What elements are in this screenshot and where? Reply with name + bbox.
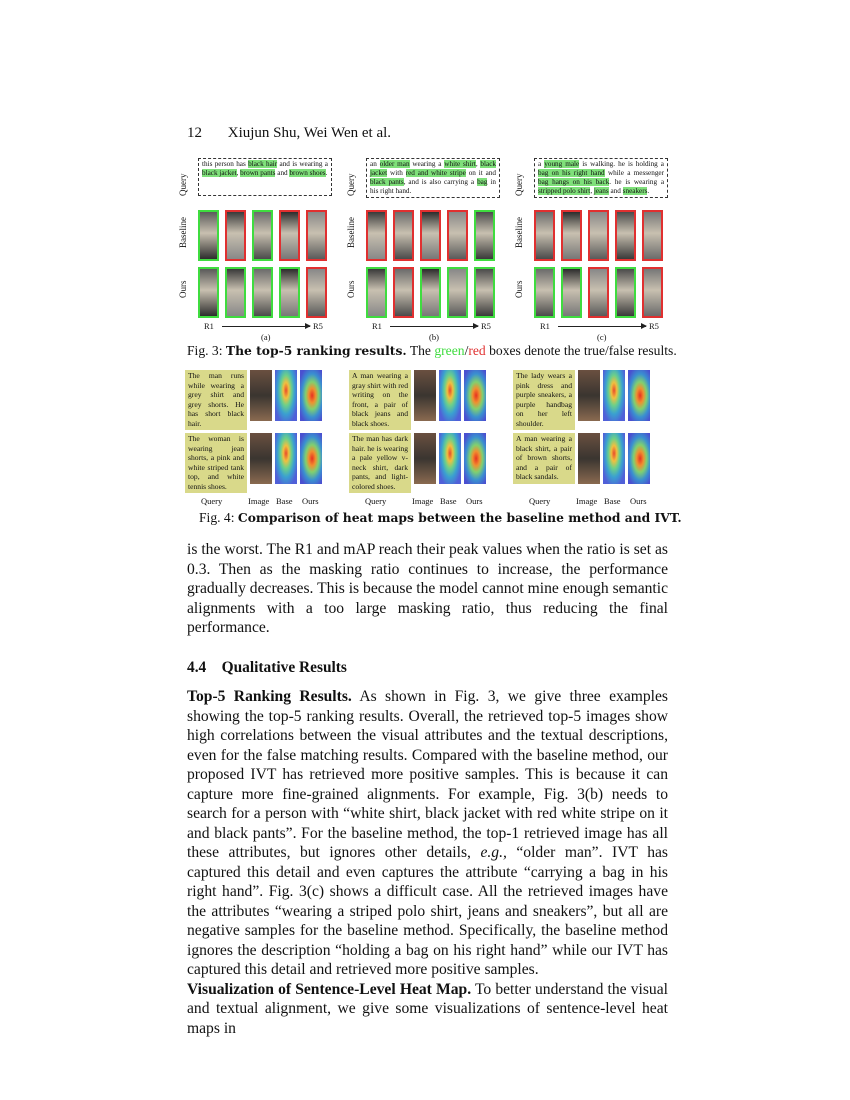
running-header — [187, 125, 391, 142]
baseline-result-image — [447, 210, 468, 261]
column-label-image: Image — [576, 496, 598, 506]
column-label-query: Query — [529, 496, 551, 506]
query-text-box — [198, 158, 332, 196]
rank-start-label: R1 — [372, 321, 382, 331]
ours-result-image — [615, 267, 636, 318]
column-label-image: Image — [412, 496, 434, 506]
page-number: 12 — [187, 125, 202, 141]
row-label-ours: Ours — [514, 280, 524, 298]
query-text: while a messenger — [604, 169, 665, 177]
rank-arrow-icon — [222, 326, 310, 327]
body-text — [187, 540, 668, 1038]
caption-text: The — [406, 343, 435, 358]
query-text: and is wearing a — [277, 160, 328, 168]
row-label-query: Query — [178, 173, 188, 196]
query-text-box: A man wearing a gray shirt with red writing on the front, a pair of black jeans and black shoes. — [349, 370, 411, 430]
query-text: with — [387, 169, 406, 177]
query-text-box — [366, 158, 500, 198]
ours-result-image — [393, 267, 414, 318]
ours-heatmap — [628, 370, 650, 421]
ours-result-image — [447, 267, 468, 318]
person-image — [250, 433, 272, 484]
query-highlight: black jacket — [202, 169, 237, 177]
baseline-result-image — [615, 210, 636, 261]
ours-heatmap — [464, 433, 486, 484]
rank-end-label: R5 — [313, 321, 323, 331]
base-heatmap — [439, 433, 461, 484]
column-label-base: Base — [276, 496, 293, 506]
ours-result-image — [561, 267, 582, 318]
rank-arrow-icon — [558, 326, 646, 327]
caption-prefix: Fig. 4: — [199, 510, 235, 525]
row-label-baseline: Baseline — [178, 217, 188, 248]
query-text: . — [647, 187, 650, 195]
baseline-result-image — [474, 210, 495, 261]
baseline-result-image — [642, 210, 663, 261]
query-text-box: The woman is wearing jean shorts, a pink and white striped tank top, and white tennis shoes. — [185, 433, 247, 493]
query-text: , — [590, 187, 594, 195]
column-label-base: Base — [440, 496, 457, 506]
query-highlight: jeans — [593, 187, 609, 195]
section-title: Qualitative Results — [221, 658, 347, 676]
baseline-result-image — [393, 210, 414, 261]
caption-text-end: boxes denote the true/false results. — [485, 343, 677, 358]
query-text: . he is wearing a — [609, 178, 665, 186]
ours-result-image — [225, 267, 246, 318]
figure-4-caption — [199, 510, 682, 526]
query-text: wearing a — [409, 160, 445, 168]
query-text: this person has — [202, 160, 249, 168]
ours-result-image — [252, 267, 273, 318]
query-highlight: young male — [544, 160, 580, 168]
column-label-ours: Ours — [466, 496, 483, 506]
query-highlight: bag — [477, 178, 488, 186]
query-text: and — [275, 169, 290, 177]
ours-heatmap — [628, 433, 650, 484]
query-highlight: black pants — [370, 178, 404, 186]
ranking-panel — [514, 158, 682, 348]
base-heatmap — [275, 433, 297, 484]
text: “older man”. IVT has captured this detail and even captures the attribute “carrying a bag in his right hand”. Fig. 3(c) shows a difficult case. All the retrieved images have the attributes “wearing a striped polo shirt, jeans and sneakers”, but all are negative samples for the baseline method. Specifically, the baseline method ignores the description “holding a bag on his right hand” while our IVT has captured this detail and retrieved more positive samples. — [187, 844, 668, 978]
rank-start-label: R1 — [540, 321, 550, 331]
query-text: is walking. he is holding a — [579, 160, 664, 168]
query-highlight: black hair — [248, 160, 278, 168]
query-text: on it and — [465, 169, 497, 177]
query-text: a — [538, 160, 545, 168]
panel-label: (b) — [429, 332, 439, 342]
panel-label: (a) — [261, 332, 271, 342]
baseline-result-image — [588, 210, 609, 261]
ours-result-image — [588, 267, 609, 318]
query-text: , — [475, 160, 481, 168]
paragraph: is the worst. The R1 and mAP reach their peak values when the ratio is set as 0.3. Then as the masking ratio continues to increase, the performance gradually decreases. This is because the model cannot mine enough semantic alignments with a too large masking ratio, thus reducing the final performance. — [187, 541, 668, 636]
base-heatmap — [439, 370, 461, 421]
ours-result-image — [306, 267, 327, 318]
row-label-ours: Ours — [178, 280, 188, 298]
query-highlight: stripped polo shirt — [538, 187, 591, 195]
caption-green: green — [434, 343, 465, 358]
query-highlight: bag on his right hand — [538, 169, 605, 177]
text-italic: e.g., — [480, 844, 507, 861]
column-label-query: Query — [365, 496, 387, 506]
ours-result-image — [642, 267, 663, 318]
panel-label: (c) — [597, 332, 607, 342]
query-text: , — [236, 169, 241, 177]
ranking-panel — [178, 158, 346, 348]
query-highlight: brown pants — [240, 169, 276, 177]
row-label-baseline: Baseline — [346, 217, 356, 248]
rank-end-label: R5 — [649, 321, 659, 331]
ours-heatmap — [300, 433, 322, 484]
caption-red: red — [468, 343, 486, 358]
row-label-ours: Ours — [346, 280, 356, 298]
ours-heatmap — [464, 370, 486, 421]
query-highlight: white shirt — [444, 160, 476, 168]
section-heading — [187, 658, 668, 678]
query-highlight: sneakers — [622, 187, 648, 195]
authors: Xiujun Shu, Wei Wen et al. — [227, 125, 392, 141]
query-highlight: bag hangs on his back — [538, 178, 610, 186]
base-heatmap — [275, 370, 297, 421]
caption-title: The top-5 ranking results. — [225, 343, 407, 358]
column-label-ours: Ours — [630, 496, 647, 506]
query-highlight: black jacket — [370, 160, 496, 177]
paragraph-top5 — [187, 687, 668, 1038]
ours-result-image — [474, 267, 495, 318]
column-label-ours: Ours — [302, 496, 319, 506]
base-heatmap — [603, 370, 625, 421]
baseline-result-image — [420, 210, 441, 261]
baseline-result-image — [252, 210, 273, 261]
ours-result-image — [420, 267, 441, 318]
baseline-result-image — [366, 210, 387, 261]
row-label-query: Query — [514, 173, 524, 196]
query-text: in his right hand. — [370, 178, 496, 195]
person-image — [250, 370, 272, 421]
column-label-image: Image — [248, 496, 270, 506]
baseline-result-image — [306, 210, 327, 261]
rank-arrow-icon — [390, 326, 478, 327]
row-label-baseline: Baseline — [514, 217, 524, 248]
rank-start-label: R1 — [204, 321, 214, 331]
section-number: 4.4 — [187, 658, 207, 676]
query-text: an — [370, 160, 380, 168]
ours-result-image — [279, 267, 300, 318]
query-highlight: red and white stripe — [405, 169, 466, 177]
query-text-box: The lady wears a pink dress and purple sneakers, a purple handbag on her left shoulder. — [513, 370, 575, 430]
person-image — [414, 370, 436, 421]
baseline-result-image — [198, 210, 219, 261]
query-text: and — [608, 187, 623, 195]
ours-result-image — [534, 267, 555, 318]
column-label-base: Base — [604, 496, 621, 506]
base-heatmap — [603, 433, 625, 484]
query-text: , and is also carrying a — [403, 178, 478, 186]
query-text-box: The man runs while wearing a grey shirt and grey shorts. He has short black hair. — [185, 370, 247, 430]
query-highlight: brown shoes — [289, 169, 326, 177]
caption-slash: / — [464, 343, 469, 358]
caption-title: Comparison of heat maps between the baseline method and IVT. — [237, 510, 682, 525]
query-text: . — [325, 169, 328, 177]
paragraph-lead: Top-5 Ranking Results. — [187, 688, 352, 705]
text: As shown in Fig. 3, we give three examples showing the top-5 ranking results. Overall, the retrieved top-5 images show high correlations between the visual attributes and the textual descriptions, even for the false matching results. Compared with the baseline method, our proposed IVT has retrieved more positive samples. This is because it can capture more fine-grained alignments. For example, Fig. 3(b) needs to search for a person with “white shirt, black jacket with red white stripe on it and black pants”. For the baseline method, the top-1 retrieved image has all these attributes, but ignores other details, — [187, 688, 668, 861]
rank-end-label: R5 — [481, 321, 491, 331]
baseline-result-image — [279, 210, 300, 261]
figure-3-caption — [187, 343, 677, 359]
query-text-box: The man has dark hair. he is wearing a pale yellow v-neck shirt, dark pants, and light-colored shoes. — [349, 433, 411, 493]
person-image — [578, 370, 600, 421]
caption-prefix: Fig. 3: — [187, 343, 223, 358]
query-text-box — [534, 158, 668, 198]
paragraph-lead: Visualization of Sentence-Level Heat Map. — [187, 980, 472, 998]
ours-result-image — [366, 267, 387, 318]
baseline-result-image — [534, 210, 555, 261]
baseline-result-image — [225, 210, 246, 261]
query-highlight: older man — [379, 160, 410, 168]
person-image — [578, 433, 600, 484]
ours-heatmap — [300, 370, 322, 421]
column-label-query: Query — [201, 496, 223, 506]
ranking-panel — [346, 158, 514, 348]
baseline-result-image — [561, 210, 582, 261]
row-label-query: Query — [346, 173, 356, 196]
ours-result-image — [198, 267, 219, 318]
text: To better understand the visual and textual alignment, we give some visualizations of sentence-level heat maps in — [187, 980, 668, 1037]
person-image — [414, 433, 436, 484]
query-text-box: A man wearing a black shirt, a pair of brown shorts, and a pair of black sandals. — [513, 433, 575, 484]
